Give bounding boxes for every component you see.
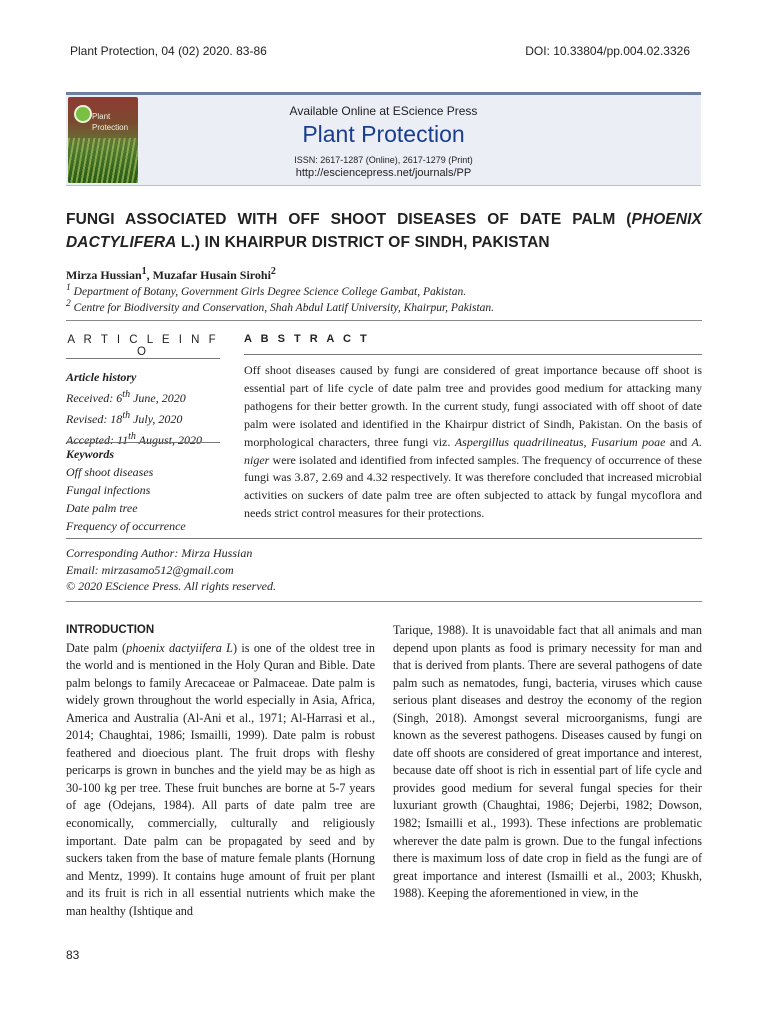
revised-date: Revised: 18th July, 2020 bbox=[66, 410, 183, 426]
article-info-rule bbox=[66, 358, 220, 359]
article-history: Article history Received: 6th June, 2020 Revised: 18th July, 2020 Accepted: 11th August, 2020 bbox=[66, 368, 226, 449]
page-number: 83 bbox=[66, 948, 80, 962]
history-divider bbox=[66, 442, 220, 443]
body-column-right bbox=[393, 622, 702, 903]
keyword-item: Fungal infections bbox=[66, 483, 151, 497]
logo-text: Plant Protection bbox=[92, 112, 129, 132]
intro-paragraph-left: Date palm (phoenix dactyiifera L) is one of the oldest tree in the world and is mentioned in the Holy Quran and Bible. Date palm belongs to family Arecaceae or Palmaceae. Date palm is widely grown throughout the world especially in Asia, Africa, America and Australia (Al-Ani et al., 1971; Al-Harrasi et al., 2014; Chaughtai, 1986; Ismailli, 1999). Date palm is robust feathered and dioecious plant. The fruit drops with fleshy pericarps is grown in bunches and the yield may be as high as 30-100 kg per tree. These fruit bunches are borne at 5-7 years of age (Odejans, 1984). All parts of date palm tree are economically, commercially, culturally and religiously important. Date palm can be propagated by seed and by suckers taken from the base of mature female plants (Hornung and Mentz, 1999). It contains huge amount of fruit per plant and its fruit is rich in all essential nutrients which make the man healthy (Ishtique and bbox=[66, 640, 376, 918]
keyword-item: Off shoot diseases bbox=[66, 465, 154, 479]
journal-title: Plant Protection bbox=[302, 121, 465, 147]
affiliation-1: $^1$ Department of Botany, Government Girls Degree Science College Gambat, Pakistan. bbox=[66, 282, 467, 298]
running-header-doi: DOI: 10.33804/pp.004.02.3326 bbox=[525, 44, 690, 58]
affiliation-2: $^2$ Centre for Biodiversity and Conservation, Shah Abdul Latif University, Khairpur, Pakistan. bbox=[66, 298, 495, 314]
copyright-note: © 2020 EScience Press. All rights reserved. bbox=[66, 579, 276, 593]
abstract-rule bbox=[244, 354, 702, 355]
journal-banner bbox=[66, 92, 701, 186]
journal-url[interactable]: http://esciencepress.net/journals/PP bbox=[295, 167, 472, 179]
article-info-heading: A R T I C L E I N F O bbox=[67, 334, 219, 358]
body-column-left bbox=[66, 622, 375, 920]
article-title: FUNGI ASSOCIATED WITH OFF SHOOT DISEASES OF DATE PALM (PHOENIX DACTYLIFERA L.) IN KHAIRPUR DISTRICT OF SINDH, PAKISTAN bbox=[66, 211, 702, 251]
keyword-item: Frequency of occurrence bbox=[66, 519, 186, 533]
accepted-date: Accepted: 11th August, 2020 bbox=[66, 431, 202, 447]
corresponding-author-block bbox=[66, 545, 276, 595]
corresponding-author: Corresponding Author: Mirza Hussian bbox=[66, 546, 253, 560]
received-date: Received: 6th June, 2020 bbox=[66, 389, 186, 405]
header-divider bbox=[66, 320, 702, 321]
running-header-citation: Plant Protection, 04 (02) 2020. 83-86 bbox=[70, 44, 267, 58]
abstract-text: Off shoot diseases caused by fungi are considered of great importance because off shoot is essential part of life cycle of date palm tree and provides good medium for attacking many pathogens for their better growth. In the current study, fungi associated with off shoot of date palm were isolated and identified in the Khairpur district of Sindh, Pakistan. On the basis of morphological characters, three fungi viz. Aspergillus quadrilineatus, Fusarium poae and A. niger were isolated and identified from infected samples. The frequency of occurrence of these fungi was 3.87, 2.69 and 4.32 respectively. It was therefore concluded that increased microbial activities on suckers of date palm tree are often subjected to attack by fungal mycoflora and needs strict control measures for their protections. bbox=[244, 363, 702, 521]
abstract-heading: A B S T R A C T bbox=[244, 333, 370, 345]
body-divider bbox=[66, 601, 702, 602]
journal-issn: ISSN: 2617-1287 (Online), 2617-1279 (Print) bbox=[294, 155, 473, 165]
keyword-item: Date palm tree bbox=[66, 501, 138, 515]
abstract-bottom-rule bbox=[66, 538, 702, 539]
corresponding-email[interactable]: Email: mirzasamo512@gmail.com bbox=[66, 562, 234, 577]
keywords-block: Keywords Off shoot diseases Fungal infections Date palm tree Frequency of occurrence bbox=[66, 445, 226, 535]
intro-paragraph-right: Tarique, 1988). It is unavoidable fact that all animals and man depend upon plants as food is primary necessity for man and that is derived from plants. There are several pathogens of date palm such as nematodes, fungi, bacteria, viruses which cause serious plant diseases and destroy the economy of the region (Singh, 2018). Amongst several microorganisms, fungi are known as the severest pathogens. Diseases caused by fungi on date off shoots are considered of great importance and interest, because date off shoot is rich in essential part of life cycle and provides good medium for several fungal species for their luxuriant growth (Chaughtai, 1986; Dejerbi, 1982; Dowson, 1982; Ismailli et al., 1993). These infections are problematic wherever the date palm is grown. Due to the fungal infections there is maximum loss of date crop in field as the fungi are of great importance and interest (Ismailli et al., 2003; Khuskh, 1988). Keeping the aforementioned in view, in the bbox=[393, 623, 702, 901]
section-heading-introduction: INTRODUCTION bbox=[66, 624, 155, 636]
availability-note: Available Online at EScience Press bbox=[289, 104, 478, 118]
author-list: Mirza Hussian$^1$, Muzafar Husain Sirohi$^2$ bbox=[66, 266, 276, 282]
